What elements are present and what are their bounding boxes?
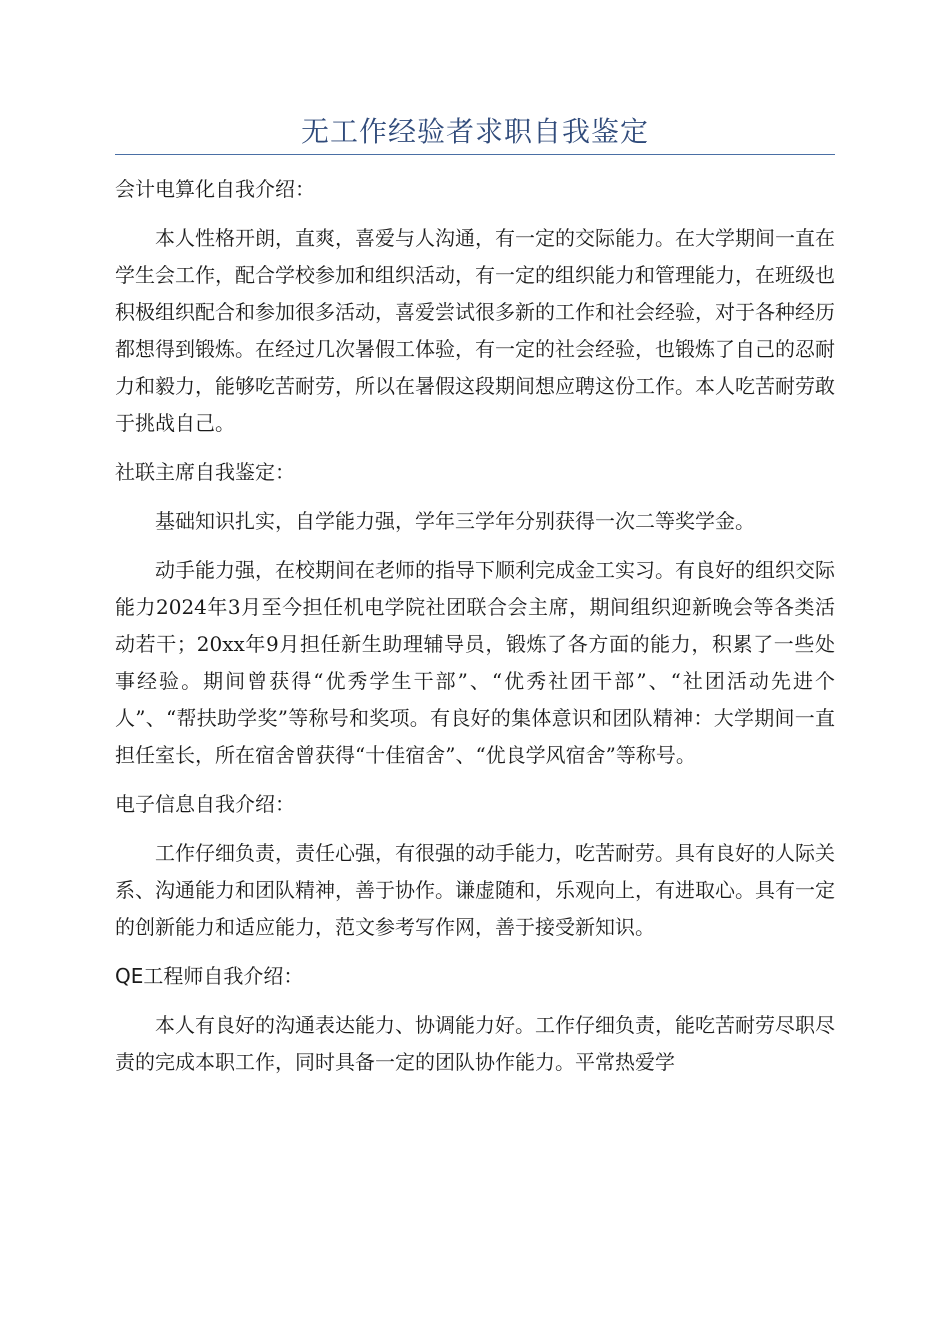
- section-heading: 电子信息自我介绍：: [115, 792, 295, 816]
- section-electronic-info: [115, 786, 835, 946]
- section-heading: 社联主席自我鉴定：: [115, 460, 295, 484]
- section-club-chairman: [115, 454, 835, 774]
- title-underline: [115, 154, 835, 155]
- document-title: 无工作经验者求职自我鉴定: [300, 115, 649, 148]
- heading-prefix: QE: [115, 964, 144, 988]
- document-page: [115, 112, 835, 1093]
- section-heading: 会计电算化自我介绍：: [115, 177, 315, 201]
- section-paragraph: 本人有良好的沟通表达能力、协调能力好。工作仔细负责，能吃苦耐劳尽职尽责的完成本职工作，同时具备一定的团队协作能力。平常热爱学: [115, 1013, 835, 1074]
- section-paragraph: 工作仔细负责，责任心强，有很强的动手能力，吃苦耐劳。具有良好的人际关系、沟通能力和团队精神，善于协作。谦虚随和，乐观向上，有进取心。具有一定的创新能力和适应能力，范文参考写作网，善于接受新知识。: [115, 841, 835, 939]
- section-paragraph: 本人性格开朗，直爽，喜爱与人沟通，有一定的交际能力。在大学期间一直在学生会工作，配合学校参加和组织活动，有一定的组织能力和管理能力，在班级也积极组织配合和参加很多活动，喜爱尝试很多新的工作和社会经验，对于各种经历都想得到锻炼。在经过几次暑假工体验，有一定的社会经验，也锻炼了自己的忍耐力和毅力，能够吃苦耐劳，所以在暑假这段期间想应聘这份工作。本人吃苦耐劳敢于挑战自己。: [115, 226, 835, 435]
- section-qe-engineer: [115, 958, 835, 1081]
- section-accounting: [115, 171, 835, 442]
- section-heading: [115, 958, 835, 995]
- heading-text: 工程师自我介绍：: [143, 964, 304, 988]
- section-paragraph: 动手能力强，在校期间在老师的指导下顺利完成金工实习。有良好的组织交际能力2024年3月至今担任机电学院社团联合会主席，期间组织迎新晚会等各类活动若干；20xx年9月担任新生助理辅导员，锻炼了各方面的能力，积累了一些处事经验。期间曾获得“优秀学生干部”、“优秀社团干部”、“社团活动先进个人”、“帮扶助学奖”等称号和奖项。有良好的集体意识和团队精神：大学期间一直担任室长，所在宿舍曾获得“十佳宿舍”、“优良学风宿舍”等称号。: [115, 558, 835, 767]
- section-paragraph: 基础知识扎实，自学能力强，学年三学年分别获得一次二等奖学金。: [155, 509, 755, 533]
